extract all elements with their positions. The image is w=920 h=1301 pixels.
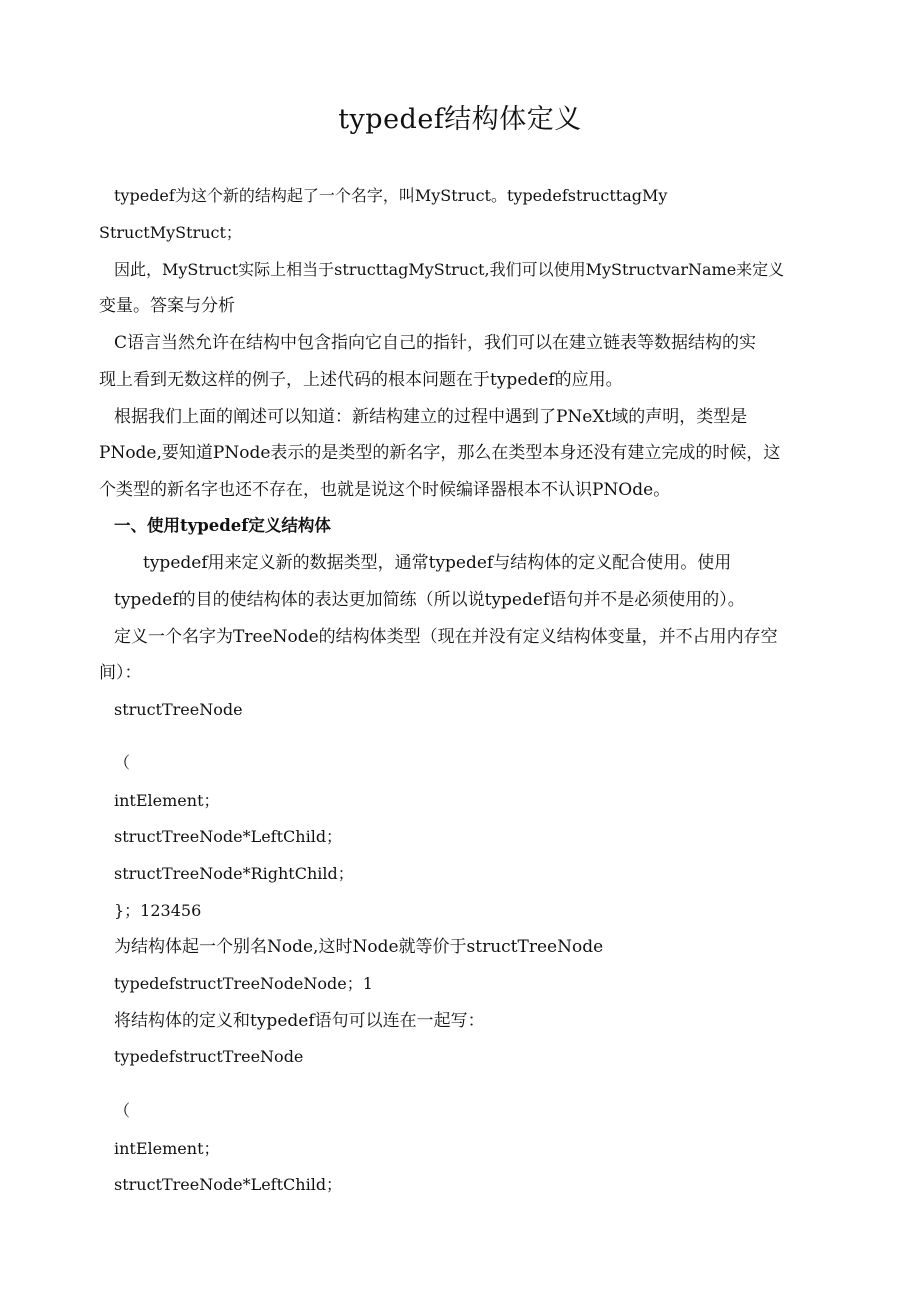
paragraph-line: PNode,要知道PNode表示的是类型的新名字，那么在类型本身还没有建立完成的时候，这 bbox=[99, 443, 781, 463]
paragraph-line: 因此，MyStruct实际上相当于structtagMyStruct,我们可以使用MyStructvarName来定义 bbox=[114, 260, 785, 279]
code-line: typedefstructTreeNodeNode；1 bbox=[114, 974, 373, 993]
code-line: typedefstructTreeNode bbox=[114, 1047, 304, 1066]
paragraph-line: 将结构体的定义和typedef语句可以连在一起写： bbox=[114, 1011, 485, 1031]
paragraph-line: typedef为这个新的结构起了一个名字，叫MyStruct。typedefstructtagMy bbox=[114, 186, 668, 205]
code-line: intElement； bbox=[114, 791, 220, 810]
paragraph-line: C语言当然允许在结构中包含指向它自己的指针，我们可以在建立链表等数据结构的实 bbox=[114, 333, 757, 353]
paragraph-line: 间）： bbox=[99, 663, 142, 683]
code-line: structTreeNode*LeftChild； bbox=[114, 1175, 343, 1194]
section-heading: 一、使用typedef定义结构体 bbox=[114, 516, 331, 535]
code-line: structTreeNode*RightChild； bbox=[114, 864, 354, 883]
code-line: （ bbox=[114, 1101, 131, 1120]
paragraph-line: 为结构体起一个别名Node,这时Node就等价于structTreeNode bbox=[114, 937, 604, 957]
code-line: intElement； bbox=[114, 1139, 220, 1158]
paragraph-line: 变量。答案与分析 bbox=[99, 296, 235, 316]
paragraph-line: 现上看到无数这样的例子，上述代码的根本问题在于typedef的应用。 bbox=[99, 370, 623, 390]
paragraph-line: typedef的目的使结构体的表达更加简练（所以说typedef语句并不是必须使用的）。 bbox=[114, 590, 745, 610]
paragraph-line: 个类型的新名字也还不存在，也就是说这个时候编译器根本不认识PNOde。 bbox=[99, 480, 671, 500]
document-title: typedef结构体定义 bbox=[338, 104, 582, 135]
code-line: structTreeNode*LeftChild； bbox=[114, 827, 343, 846]
paragraph-line: 定义一个名字为TreeNode的结构体类型（现在并没有定义结构体变量，并不占用内存空 bbox=[114, 627, 778, 647]
paragraph-line: StructMyStruct； bbox=[99, 223, 242, 242]
code-line: structTreeNode bbox=[114, 700, 243, 719]
code-line: （ bbox=[114, 753, 131, 772]
paragraph-line: typedef用来定义新的数据类型，通常typedef与结构体的定义配合使用。使用 bbox=[143, 553, 732, 573]
paragraph-line: 根据我们上面的阐述可以知道：新结构建立的过程中遇到了PNeXt域的声明，类型是 bbox=[114, 407, 748, 427]
code-line: }；123456 bbox=[114, 901, 202, 920]
